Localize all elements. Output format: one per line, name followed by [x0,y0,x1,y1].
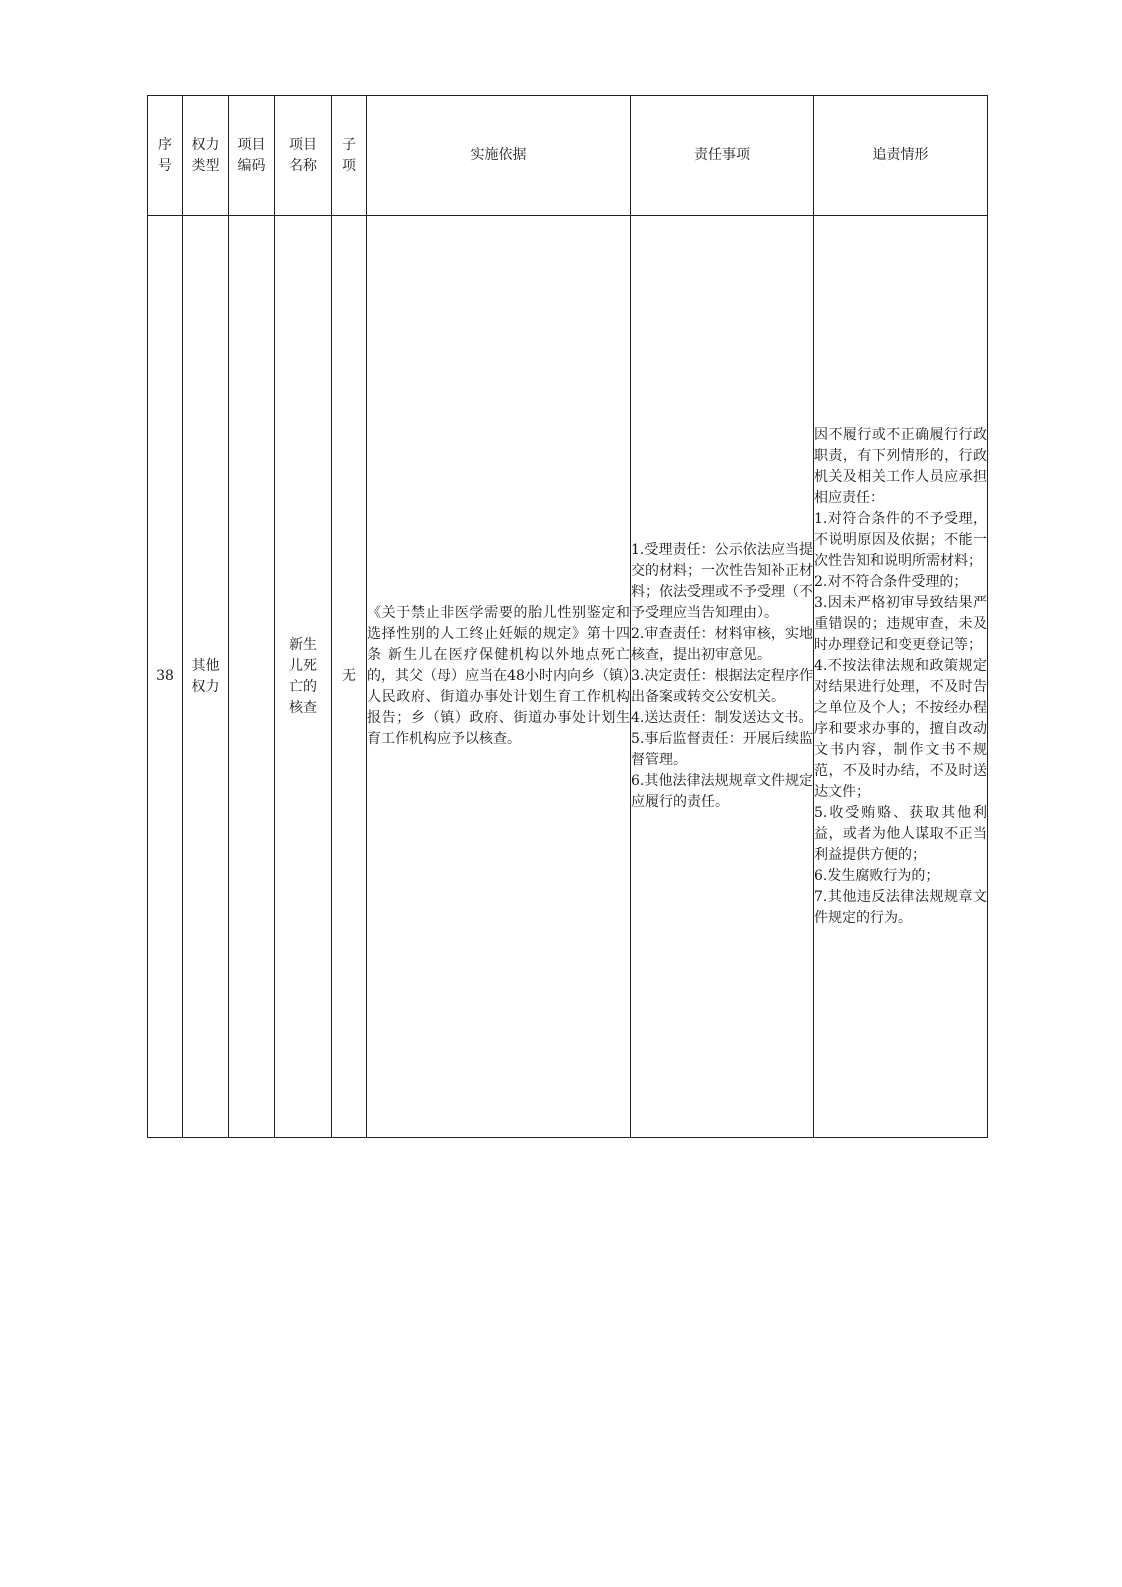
header-item-name: 项目名称 [275,96,332,216]
pursue-line: 3.因未严格初审导致结果严重错误的；违规审查，未及时办理登记和变更登记等； [814,594,987,653]
pursue-line: 1.对符合条件的不予受理，不说明原因及依据；不能一次性告知和说明所需材料； [814,510,987,569]
pursue-line: 4.不按法律法规和政策规定对结果进行处理，不及时告之单位及个人；不按经办程序和要求办事的，擅自改动文书内容，制作文书不规范，不及时办结，不及时送达文件； [814,657,987,800]
duty-line: 3.决定责任：根据法定程序作出备案或转交公安机关。 [631,668,813,705]
cell-power-type: 其他权力 [183,216,229,1138]
header-seq: 序号 [148,96,183,216]
header-power-type: 权力类型 [183,96,229,216]
header-item-code: 项目编码 [229,96,275,216]
cell-sub-item: 无 [332,216,367,1138]
cell-duty [631,216,814,1138]
duty-line: 4.送达责任：制发送达文书。 [631,710,813,726]
duty-line: 5.事后监督责任：开展后续监督管理。 [631,731,813,768]
duty-line: 6.其他法律法规规章文件规定应履行的责任。 [631,773,813,810]
responsibility-table [147,95,988,1138]
cell-item-code [229,216,275,1138]
cell-pursue [814,216,988,1138]
pursue-line: 6.发生腐败行为的； [814,867,940,884]
duty-line: 2.审查责任：材料审核，实地核查，提出初审意见。 [631,626,813,663]
header-sub-item: 子项 [332,96,367,216]
header-duty: 责任事项 [631,96,814,216]
pursue-line: 2.对不符合条件受理的； [814,573,968,590]
table-row [148,216,988,1138]
cell-basis: 《关于禁止非医学需要的胎儿性别鉴定和选择性别的人工终止妊娠的规定》第十四条 新生儿在医疗保健机构以外地点死亡的，其父（母）应当在48小时内向乡（镇）人民政府、街道办事处计划生育工作机构报告；乡（镇）政府、街道办事处计划生育工作机构应予以核查。 [367,216,631,1138]
cell-item-name: 新生儿死亡的核查 [275,216,332,1138]
duty-line: 1.受理责任：公示依法应当提交的材料；一次性告知补正材料；依法受理或不予受理（不予受理应当告知理由）。 [631,542,813,621]
pursue-line: 5.收受贿赂、获取其他利益，或者为他人谋取不正当利益提供方便的； [814,804,987,863]
header-basis: 实施依据 [367,96,631,216]
pursue-line: 7.其他违反法律法规规章文件规定的行为。 [814,888,987,926]
table-header-row [148,96,988,216]
header-pursue: 追责情形 [814,96,988,216]
cell-seq: 38 [148,216,183,1138]
pursue-line: 因不履行或不正确履行行政职责，有下列情形的，行政机关及相关工作人员应承担相应责任： [814,426,987,506]
